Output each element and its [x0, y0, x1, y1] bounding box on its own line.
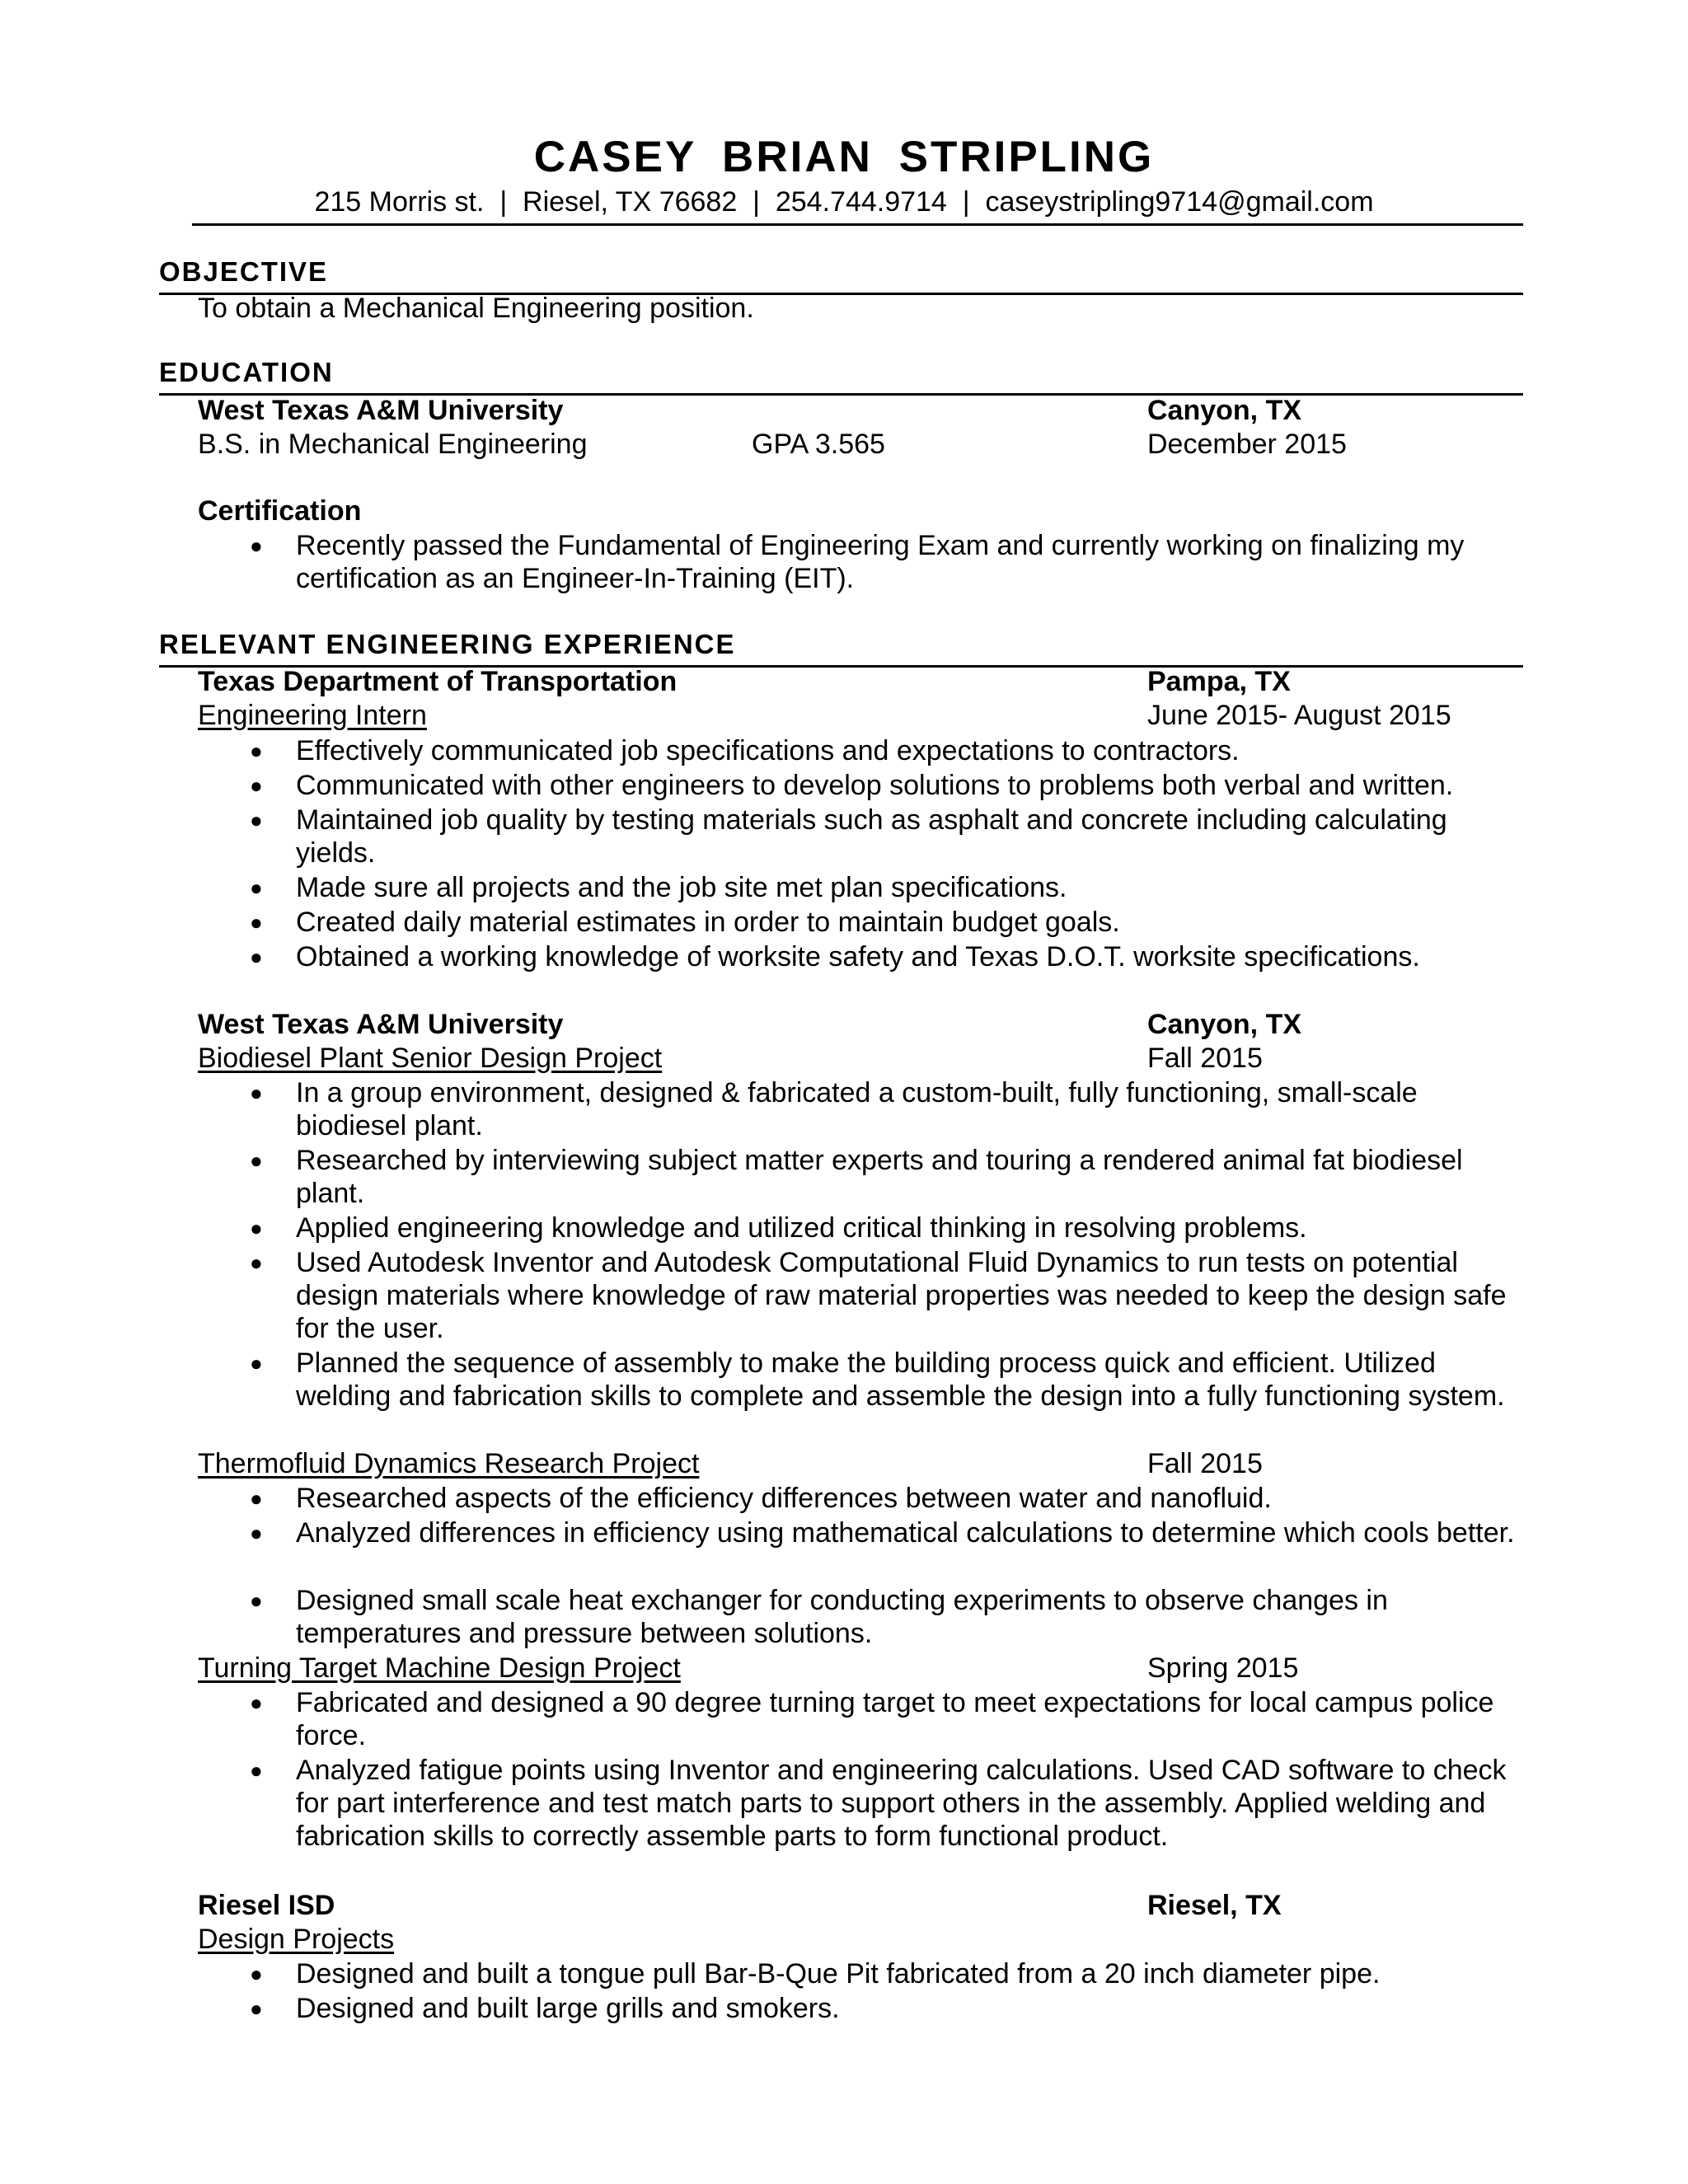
- bullet-icon: ●: [250, 1690, 263, 1715]
- turning-title: Turning Target Machine Design Project: [198, 1652, 681, 1684]
- riesel-item: Designed and built a tongue pull Bar-B-Que Pit fabricated from a 20 inch diameter pipe.: [296, 1958, 1381, 1990]
- contact-line: 215 Morris st. | Riesel, TX 76682 | 254.744.9714 | caseystripling9714@gmail.com: [314, 186, 1374, 218]
- bullet-icon: ●: [250, 944, 263, 969]
- certification-item: Recently passed the Fundamental of Engineering Exam and currently working on finalizing my certification as an Engineer-In-Training (EIT).: [296, 530, 1465, 594]
- education-degree: B.S. in Mechanical Engineering: [198, 429, 588, 460]
- thermofluid-date: Fall 2015: [1147, 1448, 1263, 1479]
- bullet-icon: ●: [250, 1080, 263, 1105]
- bullet-icon: ●: [250, 910, 263, 935]
- experience-heading: RELEVANT ENGINEERING EXPERIENCE: [159, 629, 736, 659]
- bullet-icon: ●: [250, 1486, 263, 1511]
- txdot-item: Effectively communicated job specifications and expectations to contractors.: [296, 735, 1240, 766]
- bullet-icon: ●: [250, 738, 263, 763]
- txdot-role: Engineering Intern: [198, 700, 427, 731]
- txdot-item: Maintained job quality by testing materials such as asphalt and concrete including calculating yields.: [296, 804, 1447, 869]
- txdot-location: Pampa, TX: [1147, 666, 1291, 697]
- txdot-org: Texas Department of Transportation: [198, 666, 678, 697]
- riesel-location: Riesel, TX: [1147, 1890, 1282, 1921]
- education-date: December 2015: [1147, 429, 1347, 460]
- txdot-date: June 2015- August 2015: [1147, 700, 1451, 731]
- candidate-name: CASEY BRIAN STRIPLING: [533, 133, 1155, 181]
- bullet-icon: ●: [250, 1588, 263, 1613]
- biodiesel-title: Biodiesel Plant Senior Design Project: [198, 1043, 663, 1074]
- bullet-icon: ●: [250, 1521, 263, 1545]
- objective-heading: OBJECTIVE: [159, 256, 329, 287]
- bullet-icon: ●: [250, 533, 263, 558]
- biodiesel-item: Used Autodesk Inventor and Autodesk Computational Fluid Dynamics to run tests on potential design materials where knowledge of raw material properties was needed to keep the design safe for the user.: [296, 1247, 1507, 1344]
- bullet-icon: ●: [250, 1148, 263, 1173]
- bullet-icon: ●: [250, 1961, 263, 1986]
- bullet-icon: ●: [250, 875, 263, 900]
- wtamu-org: West Texas A&M University: [198, 1009, 564, 1040]
- bullet-icon: ●: [250, 1351, 263, 1376]
- biodiesel-item: In a group environment, designed & fabricated a custom-built, fully functioning, small-scale biodiesel plant.: [296, 1077, 1418, 1141]
- riesel-role: Design Projects: [198, 1924, 395, 1955]
- riesel-item: Designed and built large grills and smokers.: [296, 1993, 840, 2024]
- thermofluid-item: Analyzed differences in efficiency using mathematical calculations to determine which cools better.: [296, 1517, 1515, 1549]
- bullet-icon: ●: [250, 808, 263, 832]
- header-divider: [192, 223, 1523, 226]
- thermofluid-title: Thermofluid Dynamics Research Project: [198, 1448, 700, 1479]
- certification-heading: Certification: [198, 495, 362, 527]
- turning-date: Spring 2015: [1147, 1652, 1299, 1684]
- biodiesel-item: Applied engineering knowledge and utilized critical thinking in resolving problems.: [296, 1212, 1307, 1244]
- wtamu-location: Canyon, TX: [1147, 1009, 1302, 1040]
- biodiesel-date: Fall 2015: [1147, 1043, 1263, 1074]
- txdot-item: Communicated with other engineers to develop solutions to problems both verbal and written.: [296, 770, 1454, 801]
- education-gpa: GPA 3.565: [752, 429, 885, 460]
- biodiesel-item: Planned the sequence of assembly to make the building process quick and efficient. Utilized welding and fabrication skills to complete and assemble the design into a fully functioning system.: [296, 1347, 1505, 1412]
- txdot-item: Obtained a working knowledge of worksite safety and Texas D.O.T. worksite specifications.: [296, 941, 1420, 972]
- bullet-icon: ●: [250, 773, 263, 798]
- biodiesel-item: Researched by interviewing subject matter experts and touring a rendered animal fat biodiesel plant.: [296, 1145, 1463, 1209]
- thermofluid-item: Researched aspects of the efficiency differences between water and nanofluid.: [296, 1483, 1272, 1514]
- turning-item: Analyzed fatigue points using Inventor and engineering calculations. Used CAD software to check for part interference and test match parts to support others in the assembly. Applied welding and fabrication skills to correctly assemble parts to form functional product.: [296, 1755, 1507, 1852]
- bullet-icon: ●: [250, 1758, 263, 1783]
- bullet-icon: ●: [250, 1216, 263, 1240]
- education-school: West Texas A&M University: [198, 395, 564, 426]
- education-heading: EDUCATION: [159, 357, 334, 387]
- thermofluid-item: Designed small scale heat exchanger for conducting experiments to observe changes in temperatures and pressure between solutions.: [296, 1585, 1388, 1649]
- objective-text: To obtain a Mechanical Engineering position.: [198, 293, 754, 324]
- bullet-icon: ●: [250, 1250, 263, 1275]
- txdot-item: Made sure all projects and the job site met plan specifications.: [296, 872, 1067, 903]
- txdot-item: Created daily material estimates in order to maintain budget goals.: [296, 907, 1120, 938]
- riesel-org: Riesel ISD: [198, 1890, 335, 1921]
- turning-item: Fabricated and designed a 90 degree turning target to meet expectations for local campus police force.: [296, 1687, 1494, 1751]
- bullet-icon: ●: [250, 1996, 263, 2021]
- education-location: Canyon, TX: [1147, 395, 1302, 426]
